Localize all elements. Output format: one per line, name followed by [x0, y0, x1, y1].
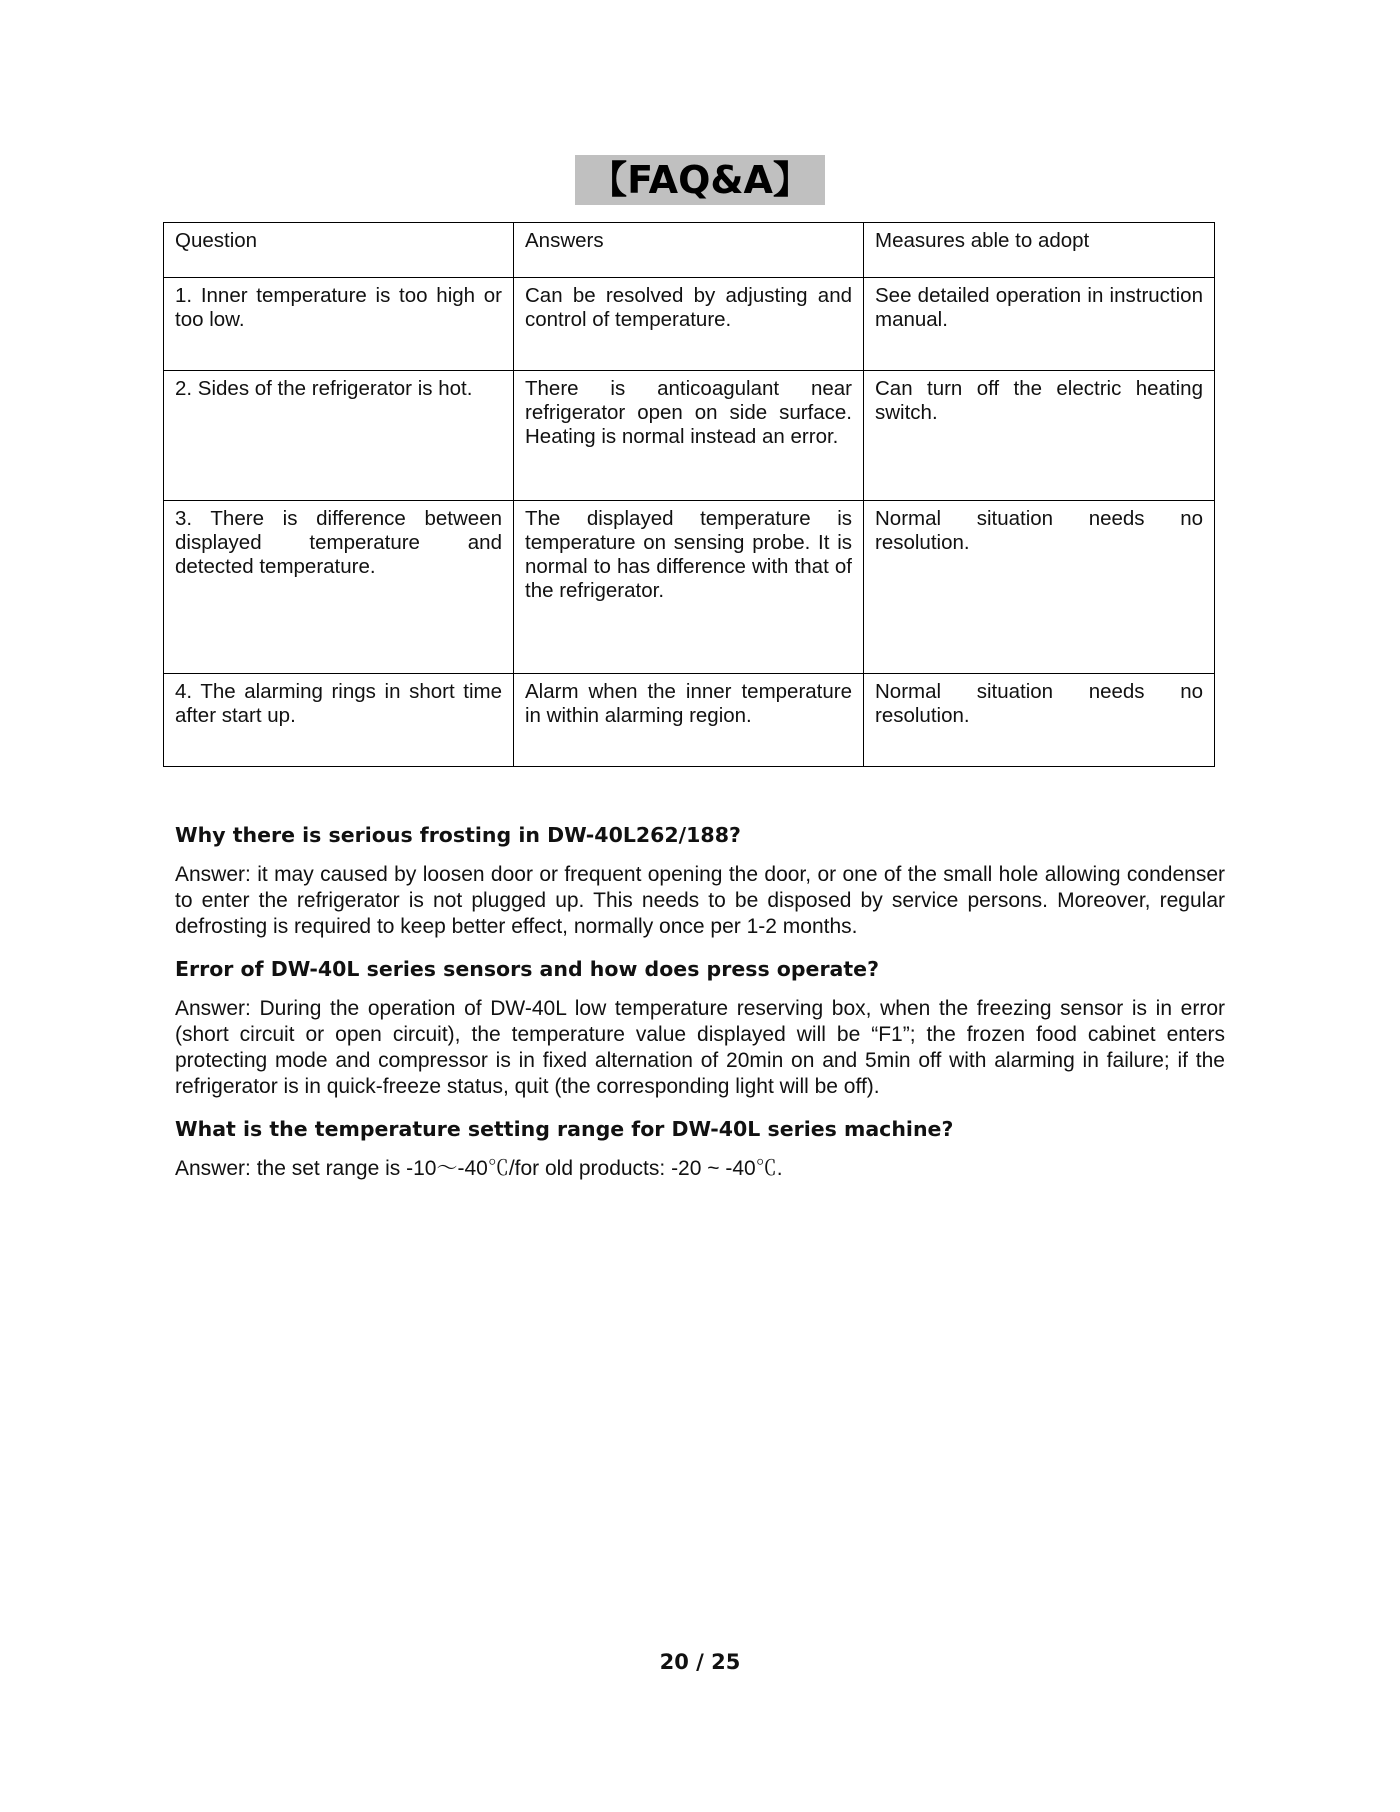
cell-question: 3. There is difference between displayed temperature and detected temperature.: [164, 501, 514, 674]
cell-measure: Normal situation needs no resolution.: [864, 501, 1215, 674]
qa-heading: What is the temperature setting range for DW-40L series machine?: [175, 1117, 954, 1141]
header-measures: Measures able to adopt: [864, 223, 1215, 278]
cell-answer: Alarm when the inner temperature in within alarming region.: [514, 674, 864, 767]
page-title-wrap: [0, 155, 1400, 205]
qa-heading: Why there is serious frosting in DW-40L262/188?: [175, 823, 741, 847]
qa-item-temperature-range: [175, 1116, 1225, 1182]
cell-question: 2. Sides of the refrigerator is hot.: [164, 371, 514, 501]
qa-item-sensor-error: [175, 956, 1225, 1100]
cell-answer: The displayed temperature is temperature on sensing probe. It is normal to has difference with that of the refrigerator.: [514, 501, 864, 674]
qa-answer: Answer: it may caused by loosen door or frequent opening the door, or one of the small hole allowing condenser to enter the refrigerator is not plugged up. This needs to be disposed by service persons. Moreover, regular defrosting is required to keep better effect, normally once per 1-2 months.: [175, 863, 1225, 938]
cell-answer: Can be resolved by adjusting and control of temperature.: [514, 278, 864, 371]
table-row: [164, 501, 1215, 674]
qa-answer: Answer: the set range is -10～-40℃/for old products: -20 ~ -40℃.: [175, 1157, 783, 1180]
table-row: [164, 371, 1215, 501]
table-header-row: [164, 223, 1215, 278]
cell-question: 4. The alarming rings in short time after start up.: [164, 674, 514, 767]
qa-section: [175, 822, 1225, 1198]
cell-measure: Normal situation needs no resolution.: [864, 674, 1215, 767]
faq-table: [163, 222, 1215, 767]
header-answers: Answers: [514, 223, 864, 278]
table-row: [164, 674, 1215, 767]
qa-heading: Error of DW-40L series sensors and how does press operate?: [175, 957, 879, 981]
cell-question: 1. Inner temperature is too high or too low.: [164, 278, 514, 371]
page-title: 【FAQ&A】: [575, 155, 825, 205]
qa-item-frosting: [175, 822, 1225, 940]
page-number: 20 / 25: [659, 1650, 741, 1674]
qa-answer: Answer: During the operation of DW-40L low temperature reserving box, when the freezing sensor is in error (short circuit or open circuit), the temperature value displayed will be “F1”; the frozen food cabinet enters protecting mode and compressor is in fixed alternation of 20min on and 5min off with alarming in failure; if the refrigerator is in quick-freeze status, quit (the corresponding light will be off).: [175, 997, 1225, 1098]
cell-answer: There is anticoagulant near refrigerator open on side surface. Heating is normal instead an error.: [514, 371, 864, 501]
cell-measure: See detailed operation in instruction manual.: [864, 278, 1215, 371]
table-row: [164, 278, 1215, 371]
header-question: Question: [164, 223, 514, 278]
cell-measure: Can turn off the electric heating switch.: [864, 371, 1215, 501]
